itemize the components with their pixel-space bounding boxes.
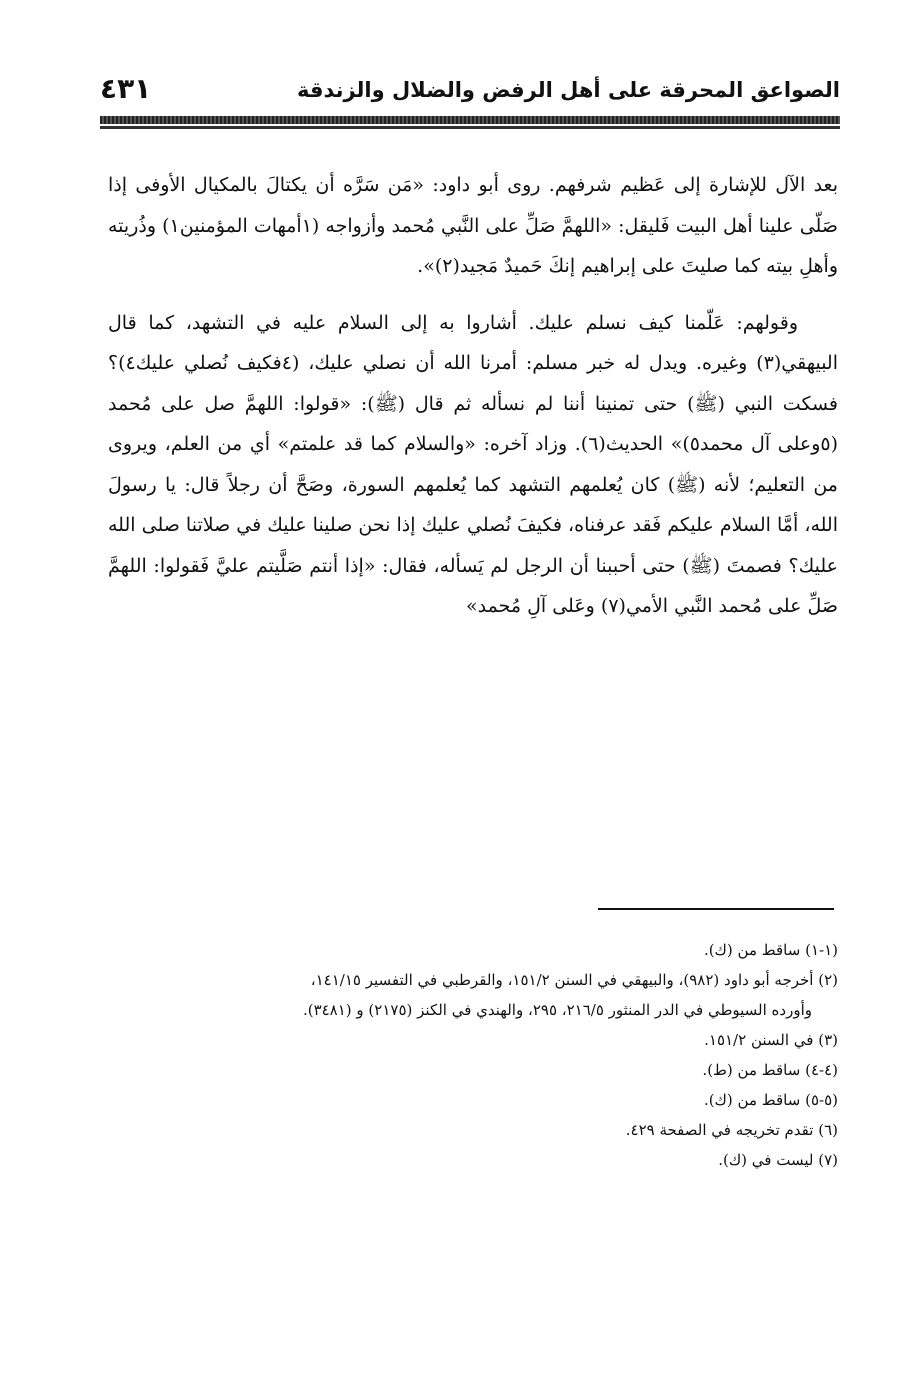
page-number: ٤٣١ [100, 72, 152, 105]
footnote: (٢) أخرجه أبو داود (٩٨٢)، والبيهقي في السنن ١٥١/٢، والقرطبي في التفسير ١٤١/١٥، [310, 971, 838, 989]
footnote: (٧) ليست في (ك). [718, 1151, 838, 1169]
footnote: (٣) في السنن ١٥١/٢. [704, 1031, 838, 1049]
main-text [108, 165, 838, 627]
footnotes-list [100, 935, 838, 1175]
paragraph: وقولهم: عَلّمنا كيف نسلم عليك. أشاروا به إلى السلام عليه في التشهد، كما قال البيهقي(٣) وغيره. ويدل له خبر مسلم: أمرنا الله أن نصلي عليك، (٤فكيف نُصلي عليك٤)؟ فسكت النبي (ﷺ) حتى تمنينا أننا لم نسأله ثم قال (ﷺ): «قولوا: اللهمَّ صل على مُحمد (٥وعلى آل محمد٥)» الحديث(٦). وزاد آخره: «والسلام كما قد علمتم» أي من العلم، ويروى من التعليم؛ لأنه (ﷺ) كان يُعلمهم التشهد كما يُعلمهم السورة، وصَحَّ أن رجلاً قال: يا رسولَ الله، أمَّا السلام عليكم فَقد عرفناه، فكيفَ نُصلي عليك إذا نحن صلينا عليك في صلاتنا صلى الله عليك؟ فصمتَ (ﷺ) حتى أحببنا أن الرجل لم يَسأله، فقال: «إذا أنتم صَلَّيتم عليَّ فَقولوا: اللهمَّ صَلِّ على مُحمد النَّبي الأمي(٧) وعَلى آلِ مُحمد» [108, 311, 839, 617]
running-title: الصواعق المحرقة على أهل الرفض والضلال والزندقة [296, 78, 840, 102]
header-rule-thin [100, 126, 840, 129]
footnote: (٦) تقدم تخريجه في الصفحة ٤٢٩. [625, 1121, 838, 1139]
footnote-continuation: وأورده السيوطي في الدر المنثور ٢١٦/٥، ٢٩٥، والهندي في الكنز (٢١٧٥) و (٣٤٨١). [302, 1001, 812, 1019]
page-header [100, 72, 840, 112]
footnote: (١-١) ساقط من (ك). [703, 941, 838, 959]
footnote: (٥-٥) ساقط من (ك). [703, 1091, 838, 1109]
paragraph: بعد الآل للإشارة إلى عَظيم شرفهم. روى أبو داود: «مَن سَرَّه أن يكتالَ بالمكيال الأوفى إذا صَلّى علينا أهل البيت فَليقل: «اللهمَّ صَلِّ على النَّبي مُحمد وأزواجه (١أمهات المؤمنين١) وذُريته وأهلِ بيته كما صليتَ على إبراهيم إنكَ حَميدٌ مَجيد(٢)». [108, 174, 838, 277]
header-rule [100, 116, 840, 124]
footnote-separator [598, 908, 834, 910]
footnote: (٤-٤) ساقط من (ط). [702, 1061, 838, 1079]
